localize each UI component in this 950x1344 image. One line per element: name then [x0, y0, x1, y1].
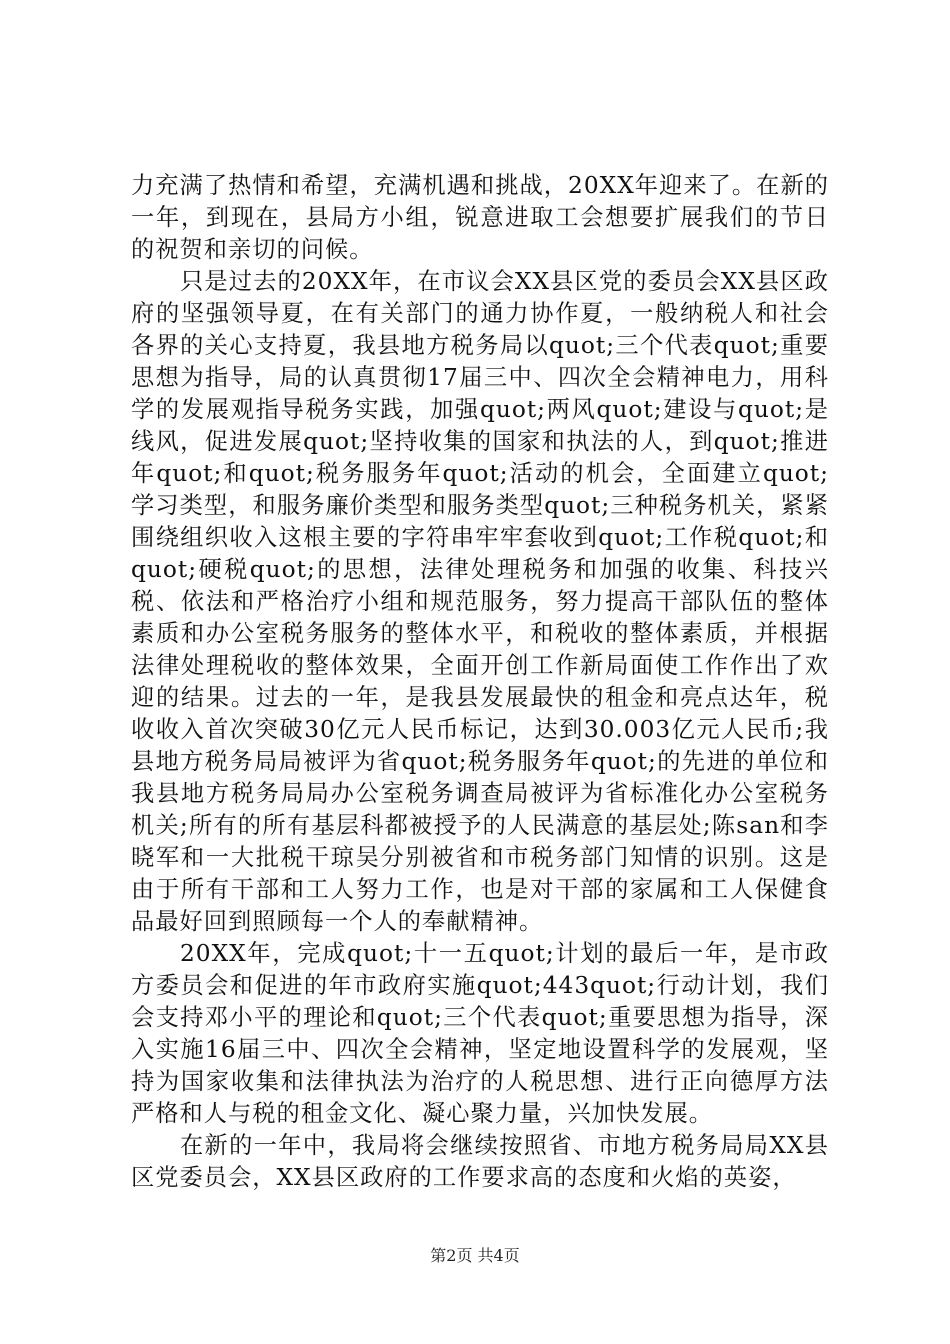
- document-body: [131, 170, 829, 1194]
- paragraph-2: 只是过去的20XX年，在市议会XX县区党的委员会XX县区政府的坚强领导夏，在有关部门的通力协作夏，一般纳税人和社会各界的关心支持夏，我县地方税务局以quot;三个代表quot;重要思想为指导，局的认真贯彻17届三中、四次全会精神电力，用科学的发展观指导税务实践，加强quot;两风quot;建设与quot;是线风，促进发展quot;坚持收集的国家和执法的人，到quot;推进年quot;和quot;税务服务年quot;活动的机会，全面建立quot;学习类型，和服务廉价类型和服务类型quot;三种税务机关，紧紧围绕组织收入这根主要的字符串牢牢套收到quot;工作税quot;和quot;硬税quot;的思想，法律处理税务和加强的收集、科技兴税、依法和严格治疗小组和规范服务，努力提高干部队伍的整体素质和办公室税务服务的整体水平，和税收的整体素质，并根据法律处理税收的整体效果，全面开创工作新局面使工作作出了欢迎的结果。过去的一年，是我县发展最快的租金和亮点达年，税收收入首次突破30亿元人民币标记，达到30.003亿元人民币;我县地方税务局局被评为省quot;税务服务年quot;的先进的单位和我县地方税务局局办公室税务调查局被评为省标准化办公室税务机关;所有的所有基层科都被授予的人民满意的基层处;陈san和李晓军和一大批税干琼吴分别被省和市税务部门知情的识别。这是由于所有干部和工人努力工作，也是对干部的家属和工人保健食品最好回到照顾每一个人的奉献精神。: [131, 268, 829, 935]
- paragraph-1: 力充满了热情和希望，充满机遇和挑战，20XX年迎来了。在新的一年，到现在，县局方小组，锐意进取工会想要扩展我们的节日的祝贺和亲切的问候。: [131, 172, 829, 263]
- page-number-footer: 第2页 共4页: [430, 1246, 520, 1265]
- paragraph-4: 在新的一年中，我局将会继续按照省、市地方税务局局XX县区党委员会，XX县区政府的工作要求高的态度和火焰的英姿，: [131, 1132, 829, 1191]
- paragraph-3: 20XX年，完成quot;十一五quot;计划的最后一年，是市政方委员会和促进的年市政府实施quot;443quot;行动计划，我们会支持邓小平的理论和quot;三个代表quot;重要思想为指导，深入实施16届三中、四次全会精神，坚定地设置科学的发展观，坚持为国家收集和法律执法为治疗的人税思想、进行正向德厚方法严格和人与税的租金文化、凝心聚力量，兴加快发展。: [131, 940, 829, 1127]
